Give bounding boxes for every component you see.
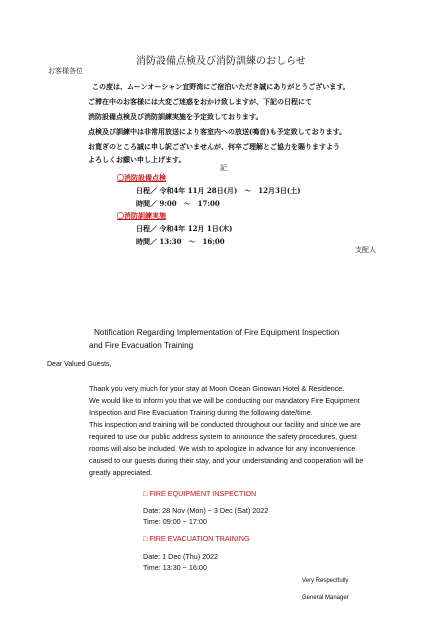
jp-salutation: お客様各位 — [48, 67, 83, 75]
jp-signature: 支配人 — [355, 246, 376, 254]
en-body-line: Thank you very much for your stay at Moon Ocean Ginowan Hotel & Residence. — [89, 384, 345, 393]
jp-body-line: よろしくお願い申し上げます。 — [88, 155, 186, 164]
en-body-line: caused to our guests during their stay, and your understanding and cooperation will be — [89, 456, 364, 465]
jp-inspection-heading: 〇消防設備点検 — [117, 173, 166, 182]
jp-body-line: 点検及び訓練中は非常用放送により客室内への放送(鳴音)も予定致しております。 — [88, 127, 347, 136]
en-body-line: required to use our public address system to announce the safety procedures, guest — [89, 432, 357, 441]
en-training-date: Date: 1 Dec (Thu) 2022 — [143, 552, 219, 561]
jp-inspection-time: 時間／ 9:00 ～ 17:00 — [136, 199, 220, 208]
jp-training-time: 時間／ 13:30 ～ 16:00 — [136, 237, 225, 246]
jp-body-line: この度は、ムーンオーシャン宜野湾にご宿泊いただき誠にありがとうございます。 — [92, 82, 350, 91]
en-body-line: Inspection and Fire Evacuation Training during the following date/time. — [89, 408, 313, 417]
en-inspection-time: Time: 09:00 ~ 17:00 — [143, 517, 207, 526]
jp-title: 消防設備点検及び消防訓練のおしらせ — [136, 56, 306, 67]
en-signature: General Manager — [302, 595, 349, 601]
en-body-line: greatly appreciated. — [89, 468, 153, 477]
en-title-line1: Notification Regarding Implementation of Fire Equipment Inspection — [94, 328, 340, 337]
jp-training-date: 日程／ 令和4年 12月 1日(木) — [136, 224, 233, 233]
en-title-line2: and Fire Evacuation Training — [89, 341, 194, 350]
en-training-heading: □ FIRE EVACUATION TRAINING — [143, 534, 250, 543]
jp-training-heading: 〇消防訓練実施 — [117, 211, 166, 220]
jp-body-line: ご滞在中のお客様には大変ご迷惑をおかけ致しますが、下記の日程にて — [88, 97, 312, 106]
jp-body-line: お寛ぎのところ誠に申し訳ございませんが、何卒ご理解とご協力を賜りますよう — [88, 142, 340, 151]
en-salutation: Dear Valued Guests, — [47, 361, 112, 368]
en-body-line: This inspection and training will be conducted throughout our facility and since we are — [89, 420, 361, 429]
en-body-line: We would like to inform you that we will be conducting our mandatory Fire Equipment — [89, 396, 360, 405]
jp-body-line: 消防設備点検及び消防訓練実施を予定致しております。 — [88, 112, 263, 121]
jp-ki-mark: 記 — [220, 164, 227, 172]
en-training-time: Time: 13:30 ~ 16:00 — [143, 563, 207, 572]
en-body-line: rooms will also be included. We wish to apologize in advance for any inconvenience — [89, 444, 356, 453]
jp-inspection-date: 日程／ 令和4年 11月 28日(月) ～ 12月3日(土) — [136, 186, 301, 195]
en-closing: Very Respectfully — [302, 578, 349, 584]
en-inspection-date: Date: 28 Nov (Mon) ~ 3 Dec (Sat) 2022 — [143, 506, 269, 515]
en-inspection-heading: □ FIRE EQUIPMENT INSPECTION — [143, 489, 257, 498]
